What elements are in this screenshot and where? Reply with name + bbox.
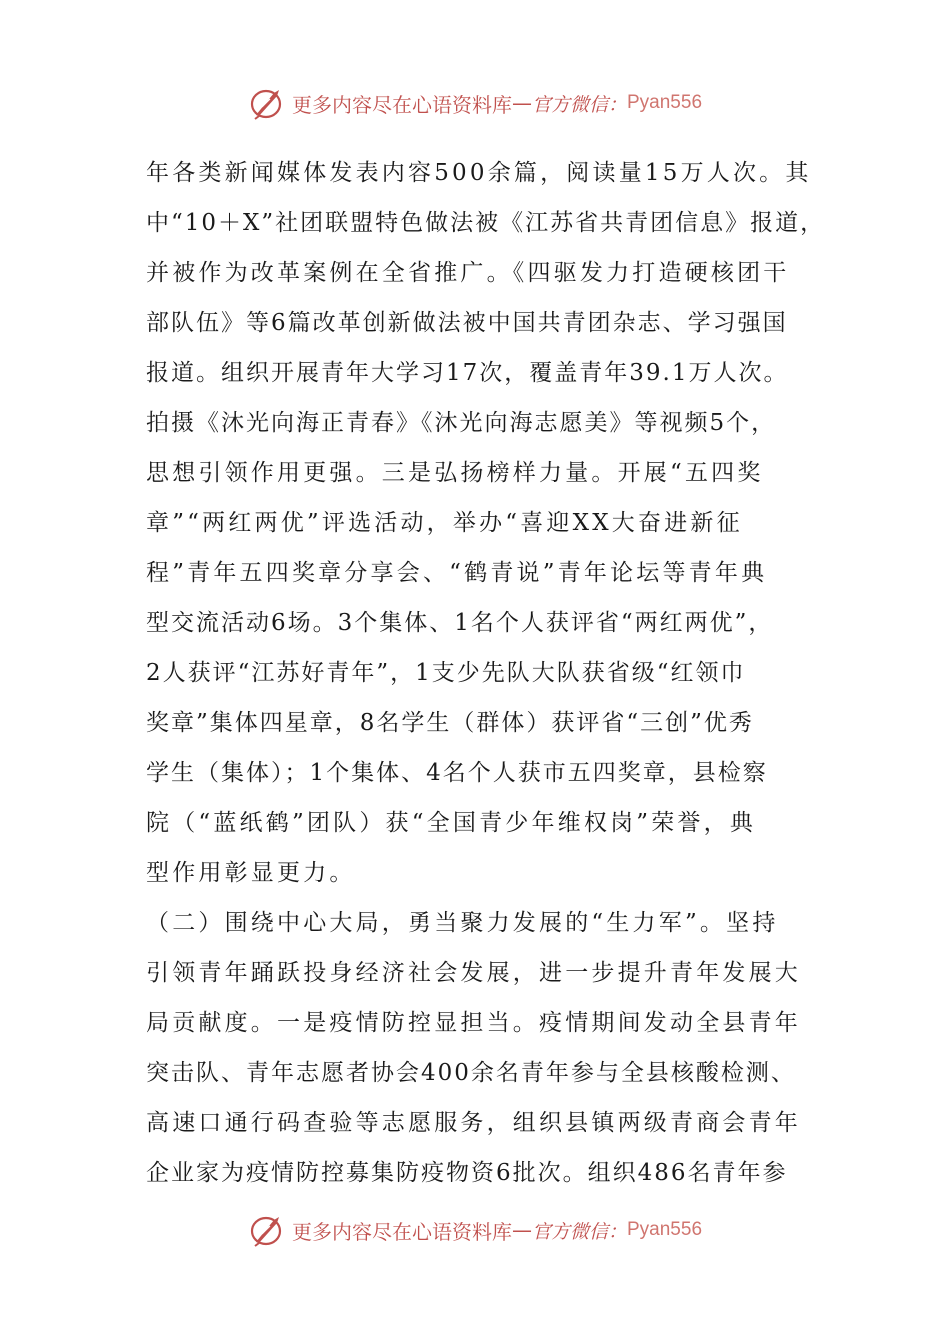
body-line: 中“10＋X”社团联盟特色做法被《江苏省共青团信息》报道，	[146, 210, 826, 236]
watermark-separator: —	[511, 1218, 532, 1242]
body-line: 并被作为改革案例在全省推广。《四驱发力打造硬核团干	[146, 260, 790, 286]
watermark-wechat-label: 官方微信：	[531, 93, 627, 116]
watermark-separator: —	[511, 91, 532, 115]
body-line: 报道。组织开展青年大学习17次，覆盖青年39.1万人次。	[146, 360, 789, 386]
watermark-wechat-label: 官方微信：	[531, 1220, 627, 1243]
body-line: 拍摄《沐光向海正青春》《沐光向海志愿美》等视频5个，	[146, 410, 777, 436]
body-line: 年各类新闻媒体发表内容500余篇，阅读量15万人次。其	[146, 160, 812, 186]
body-line: 高速口通行码查验等志愿服务，组织县镇两级青商会青年	[146, 1110, 801, 1136]
watermark-site-name: 更多内容尽在心语资料库	[291, 92, 512, 117]
body-line: 章”“两红两优”评选活动，举办“喜迎XX大奋进新征	[146, 510, 743, 536]
body-line: 局贡献度。一是疫情防控显担当。疫情期间发动全县青年	[146, 1010, 801, 1036]
document-body	[146, 148, 826, 1198]
pen-nib-circle-icon	[248, 85, 288, 121]
body-line: 部队伍》等6篇改革创新做法被中国共青团杂志、学习强国	[146, 310, 788, 336]
watermark-wechat-id: Pyan556	[627, 92, 703, 113]
body-line: 院（“蓝纸鹤”团队）获“全国青少年维权岗”荣誉，典	[146, 810, 757, 836]
body-line: 型作用彰显更力。	[146, 860, 356, 886]
section-heading-line: （二）围绕中心大局，勇当聚力发展的“生力军”。坚持	[146, 910, 779, 936]
watermark-wechat-id: Pyan556	[627, 1219, 703, 1240]
body-line: 思想引领作用更强。三是弘扬榜样力量。开展“五四奖	[146, 460, 764, 486]
header-watermark	[0, 83, 950, 123]
body-line: 2人获评“江苏好青年”，1支少先队大队获省级“红领巾	[146, 660, 746, 686]
body-line: 突击队、青年志愿者协会400余名青年参与全县核酸检测、	[146, 1060, 796, 1086]
body-line: 型交流活动6场。3个集体、1名个人获评省“两红两优”，	[146, 610, 774, 636]
body-line: 学生（集体）；1个集体、4名个人获市五四奖章，县检察	[146, 760, 768, 786]
body-line: 企业家为疫情防控募集防疫物资6批次。组织486名青年参	[146, 1160, 788, 1186]
footer-watermark	[0, 1210, 950, 1250]
body-line: 奖章”集体四星章，8名学生（群体）获评省“三创”优秀	[146, 710, 754, 736]
body-line: 程”青年五四奖章分享会、“鹤青说”青年论坛等青年典	[146, 560, 768, 586]
body-line: 引领青年踊跃投身经济社会发展，进一步提升青年发展大	[146, 960, 801, 986]
pen-nib-circle-icon	[248, 1212, 288, 1248]
watermark-site-name: 更多内容尽在心语资料库	[291, 1219, 512, 1244]
